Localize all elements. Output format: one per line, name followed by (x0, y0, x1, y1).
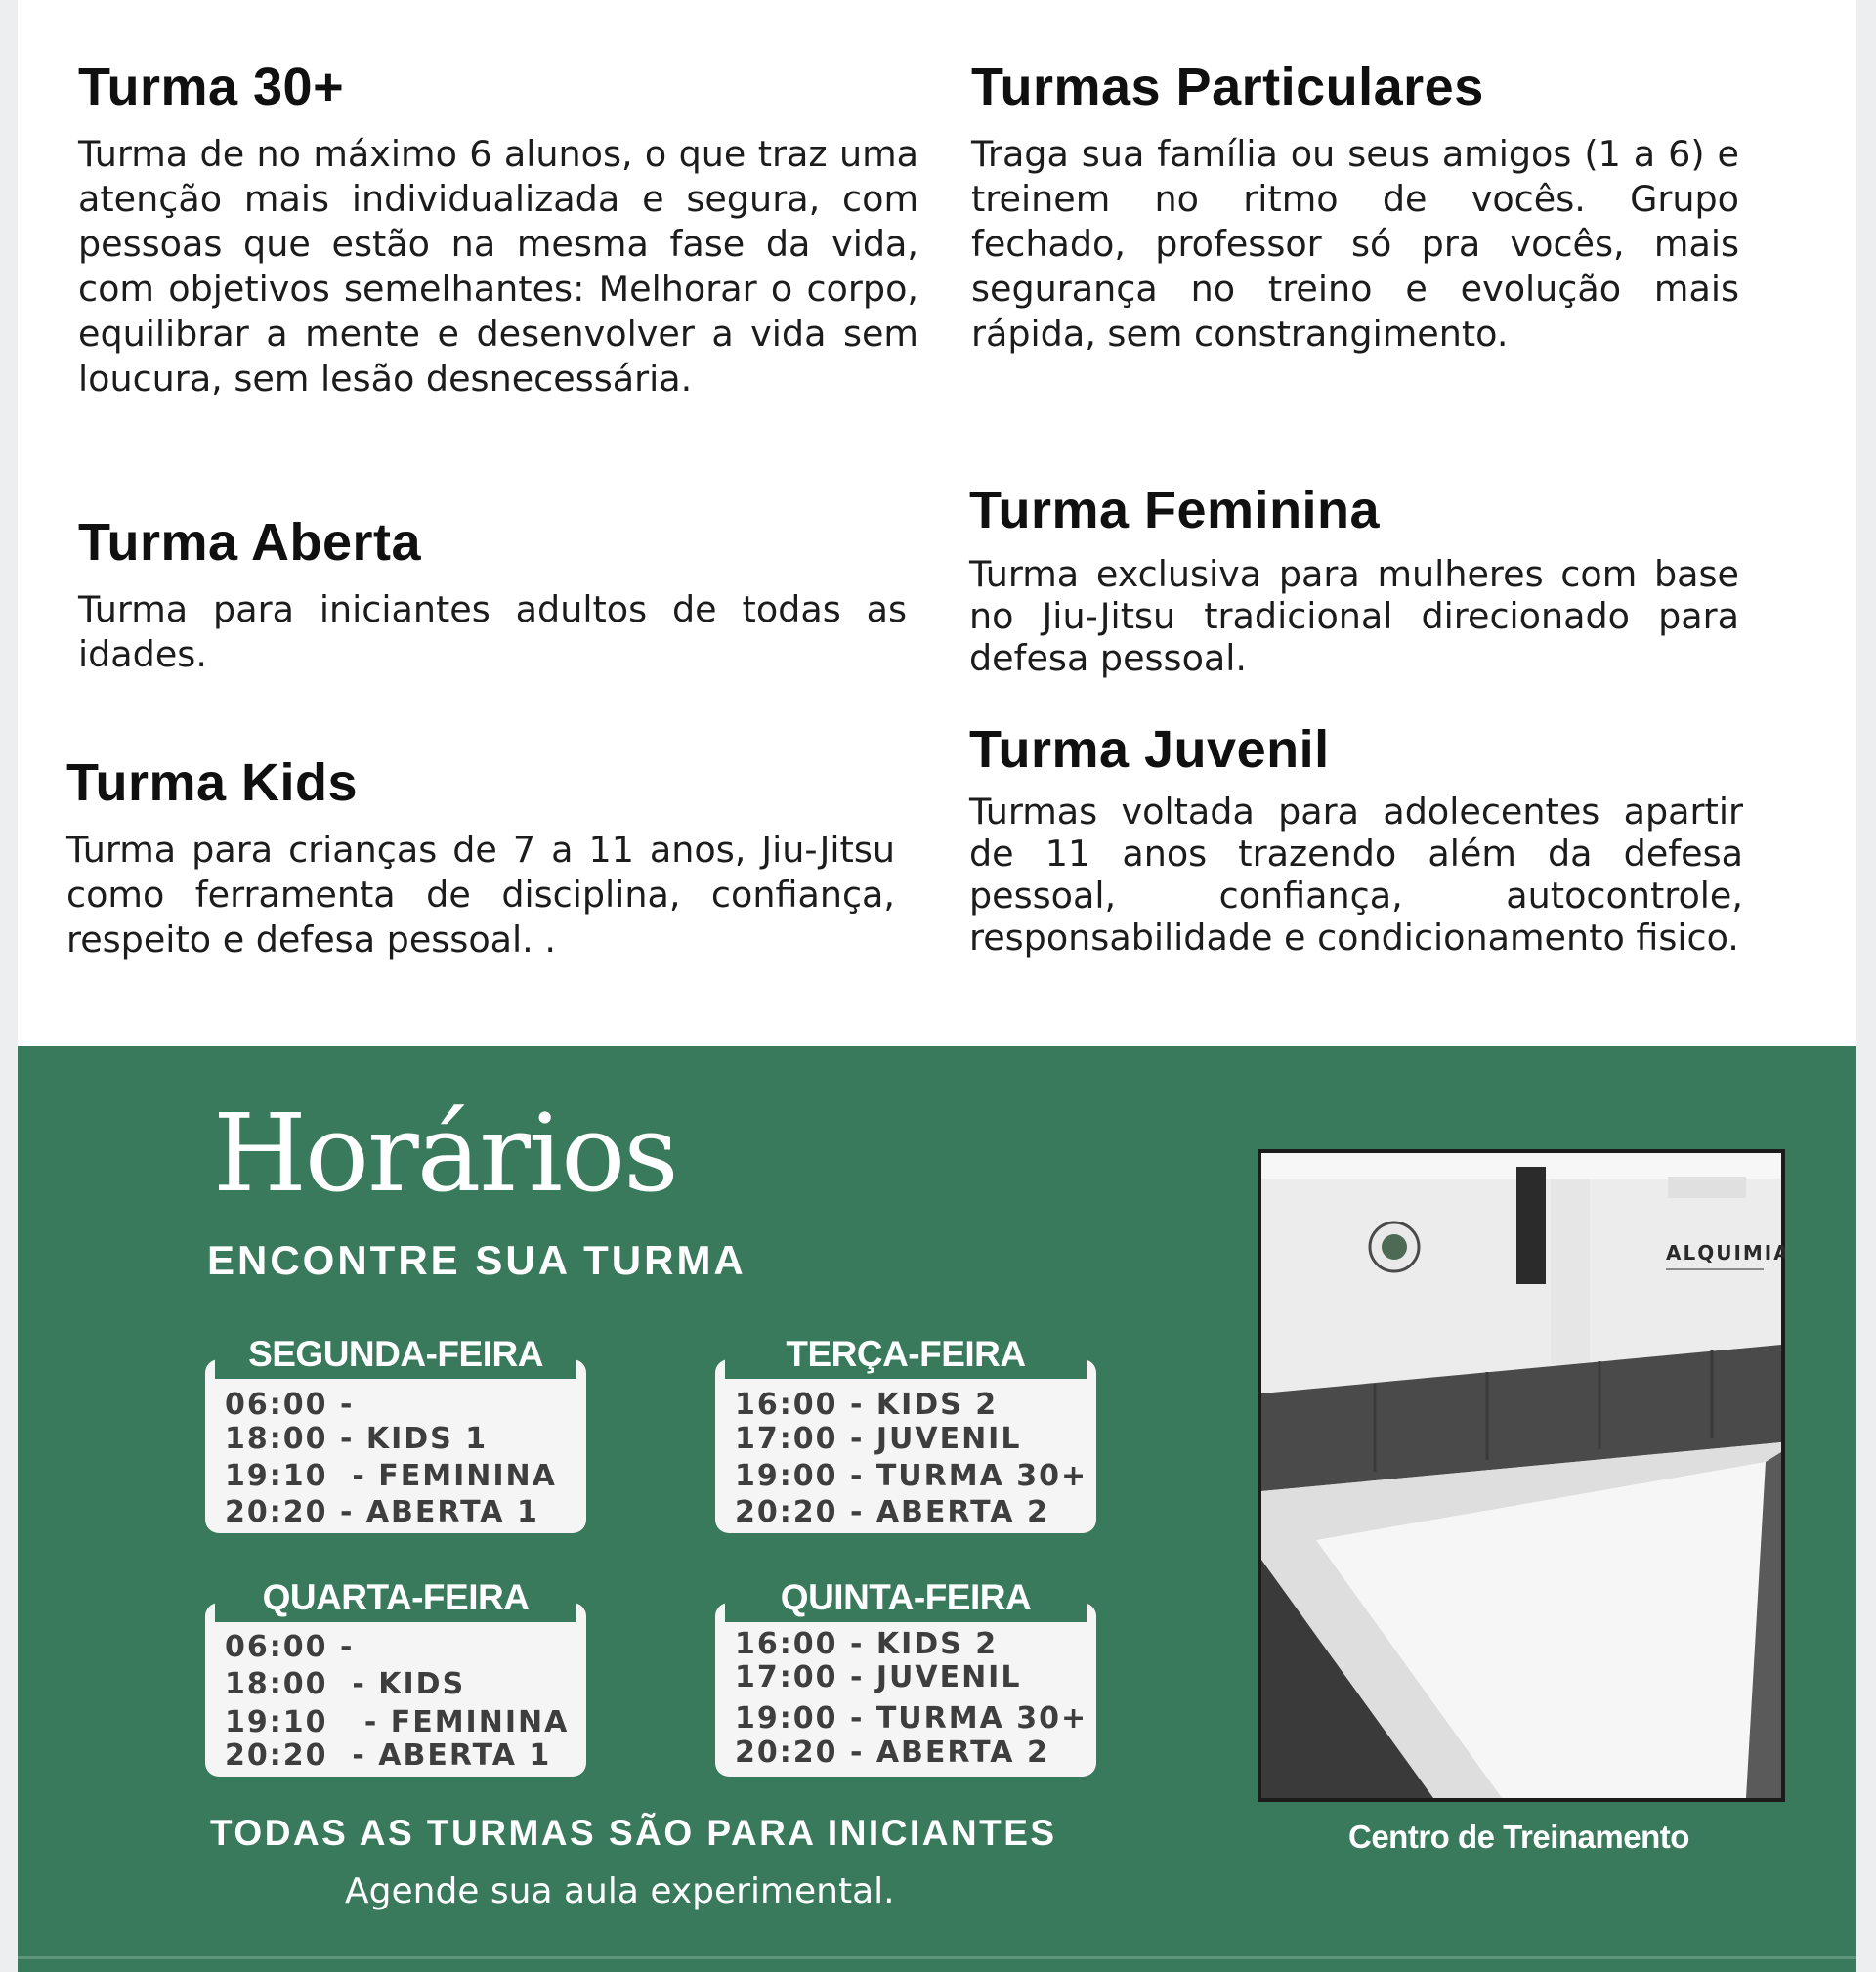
day-name: QUARTA-FEIRA (215, 1569, 576, 1622)
day-card-quarta (205, 1569, 586, 1777)
schedule-line: 20:20 - ABERTA 1 (225, 1495, 539, 1529)
card-text: Turma para crianças de 7 a 11 anos, Jiu-Jitsu como ferramenta de disciplina, confiança, respeito e defesa pessoal. . (66, 829, 895, 962)
schedule-line: 19:10 - FEMININA (225, 1459, 557, 1493)
divider (18, 1956, 1856, 1959)
schedule-line: 19:10 - FEMININA (225, 1705, 570, 1739)
schedule-line: 06:00 - (225, 1388, 355, 1422)
day-card-terca (715, 1326, 1096, 1533)
card-text: Turma para iniciantes adultos de todas as idades. (78, 588, 907, 676)
schedule-line: 16:00 - KIDS 2 (735, 1388, 999, 1422)
schedule-line: 20:20 - ABERTA 1 (225, 1738, 552, 1773)
schedule-line: 06:00 - (225, 1630, 355, 1664)
card-title: Turmas Particulares (971, 58, 1484, 116)
schedule-line: 20:20 - ABERTA 2 (735, 1736, 1049, 1770)
card-turma-aberta (78, 514, 907, 677)
card-text: Turma de no máximo 6 alunos, o que traz uma atenção mais individualizada e segura, com pessoas que estão na mesma fase da vida, com objetivos semelhantes: Melhorar o corpo, equilibrar a mente e desenvolver a vida sem loucura, sem lesão desnecessária. (78, 133, 918, 401)
card-turma-30 (78, 59, 918, 402)
day-card-segunda (205, 1326, 586, 1533)
card-turma-feminina (969, 482, 1739, 679)
photo-caption: Centro de Treinamento (1348, 1819, 1689, 1855)
schedule-line: 19:00 - TURMA 30+ (735, 1701, 1088, 1736)
gym-sign: ALQUIMIA (1666, 1241, 1785, 1265)
card-title: Turma 30+ (78, 58, 345, 116)
day-card-quinta (715, 1569, 1096, 1777)
schedule-line: 19:00 - TURMA 30+ (735, 1459, 1088, 1493)
card-text: Turma exclusiva para mulheres com base no Jiu-Jitsu tradicional direcionado para defesa pessoal. (969, 553, 1739, 680)
card-title: Turma Juvenil (969, 720, 1330, 779)
day-name: SEGUNDA-FEIRA (215, 1326, 576, 1379)
card-text: Traga sua família ou seus amigos (1 a 6) e treinem no ritmo de vocês. Grupo fechado, professor só pra vocês, mais segurança no treino e evolução mais rápida, sem constrangimento. (971, 133, 1739, 356)
schedule-line: 18:00 - KIDS 1 (225, 1422, 489, 1456)
card-turma-kids (66, 754, 895, 963)
schedule-subtitle: ENCONTRE SUA TURMA (207, 1237, 746, 1283)
card-turma-juvenil (969, 721, 1743, 959)
schedule-line: 17:00 - JUVENIL (735, 1422, 1022, 1456)
day-name: QUINTA-FEIRA (725, 1569, 1087, 1622)
schedule-line: 20:20 - ABERTA 2 (735, 1495, 1049, 1529)
beginners-note: TODAS AS TURMAS SÃO PARA INICIANTES (210, 1813, 1057, 1853)
trial-class-text: Agende sua aula experimental. (345, 1871, 895, 1911)
card-turmas-particulares (971, 59, 1739, 357)
day-name: TERÇA-FEIRA (725, 1326, 1087, 1379)
schedule-title: Horários (213, 1091, 677, 1216)
card-title: Turma Aberta (78, 513, 422, 572)
training-center-photo (1258, 1149, 1785, 1802)
card-text: Turmas voltada para adolecentes apartir de 11 anos trazendo além da defesa pessoal, confiança, autocontrole, responsabilidade e condicionamento fisico. (969, 791, 1743, 960)
schedule-line: 16:00 - KIDS 2 (735, 1627, 999, 1661)
card-title: Turma Kids (66, 753, 359, 812)
schedule-line: 17:00 - JUVENIL (735, 1660, 1022, 1694)
gym-illustration (1258, 1149, 1785, 1802)
card-title: Turma Feminina (969, 481, 1381, 539)
schedule-line: 18:00 - KIDS (225, 1667, 466, 1701)
